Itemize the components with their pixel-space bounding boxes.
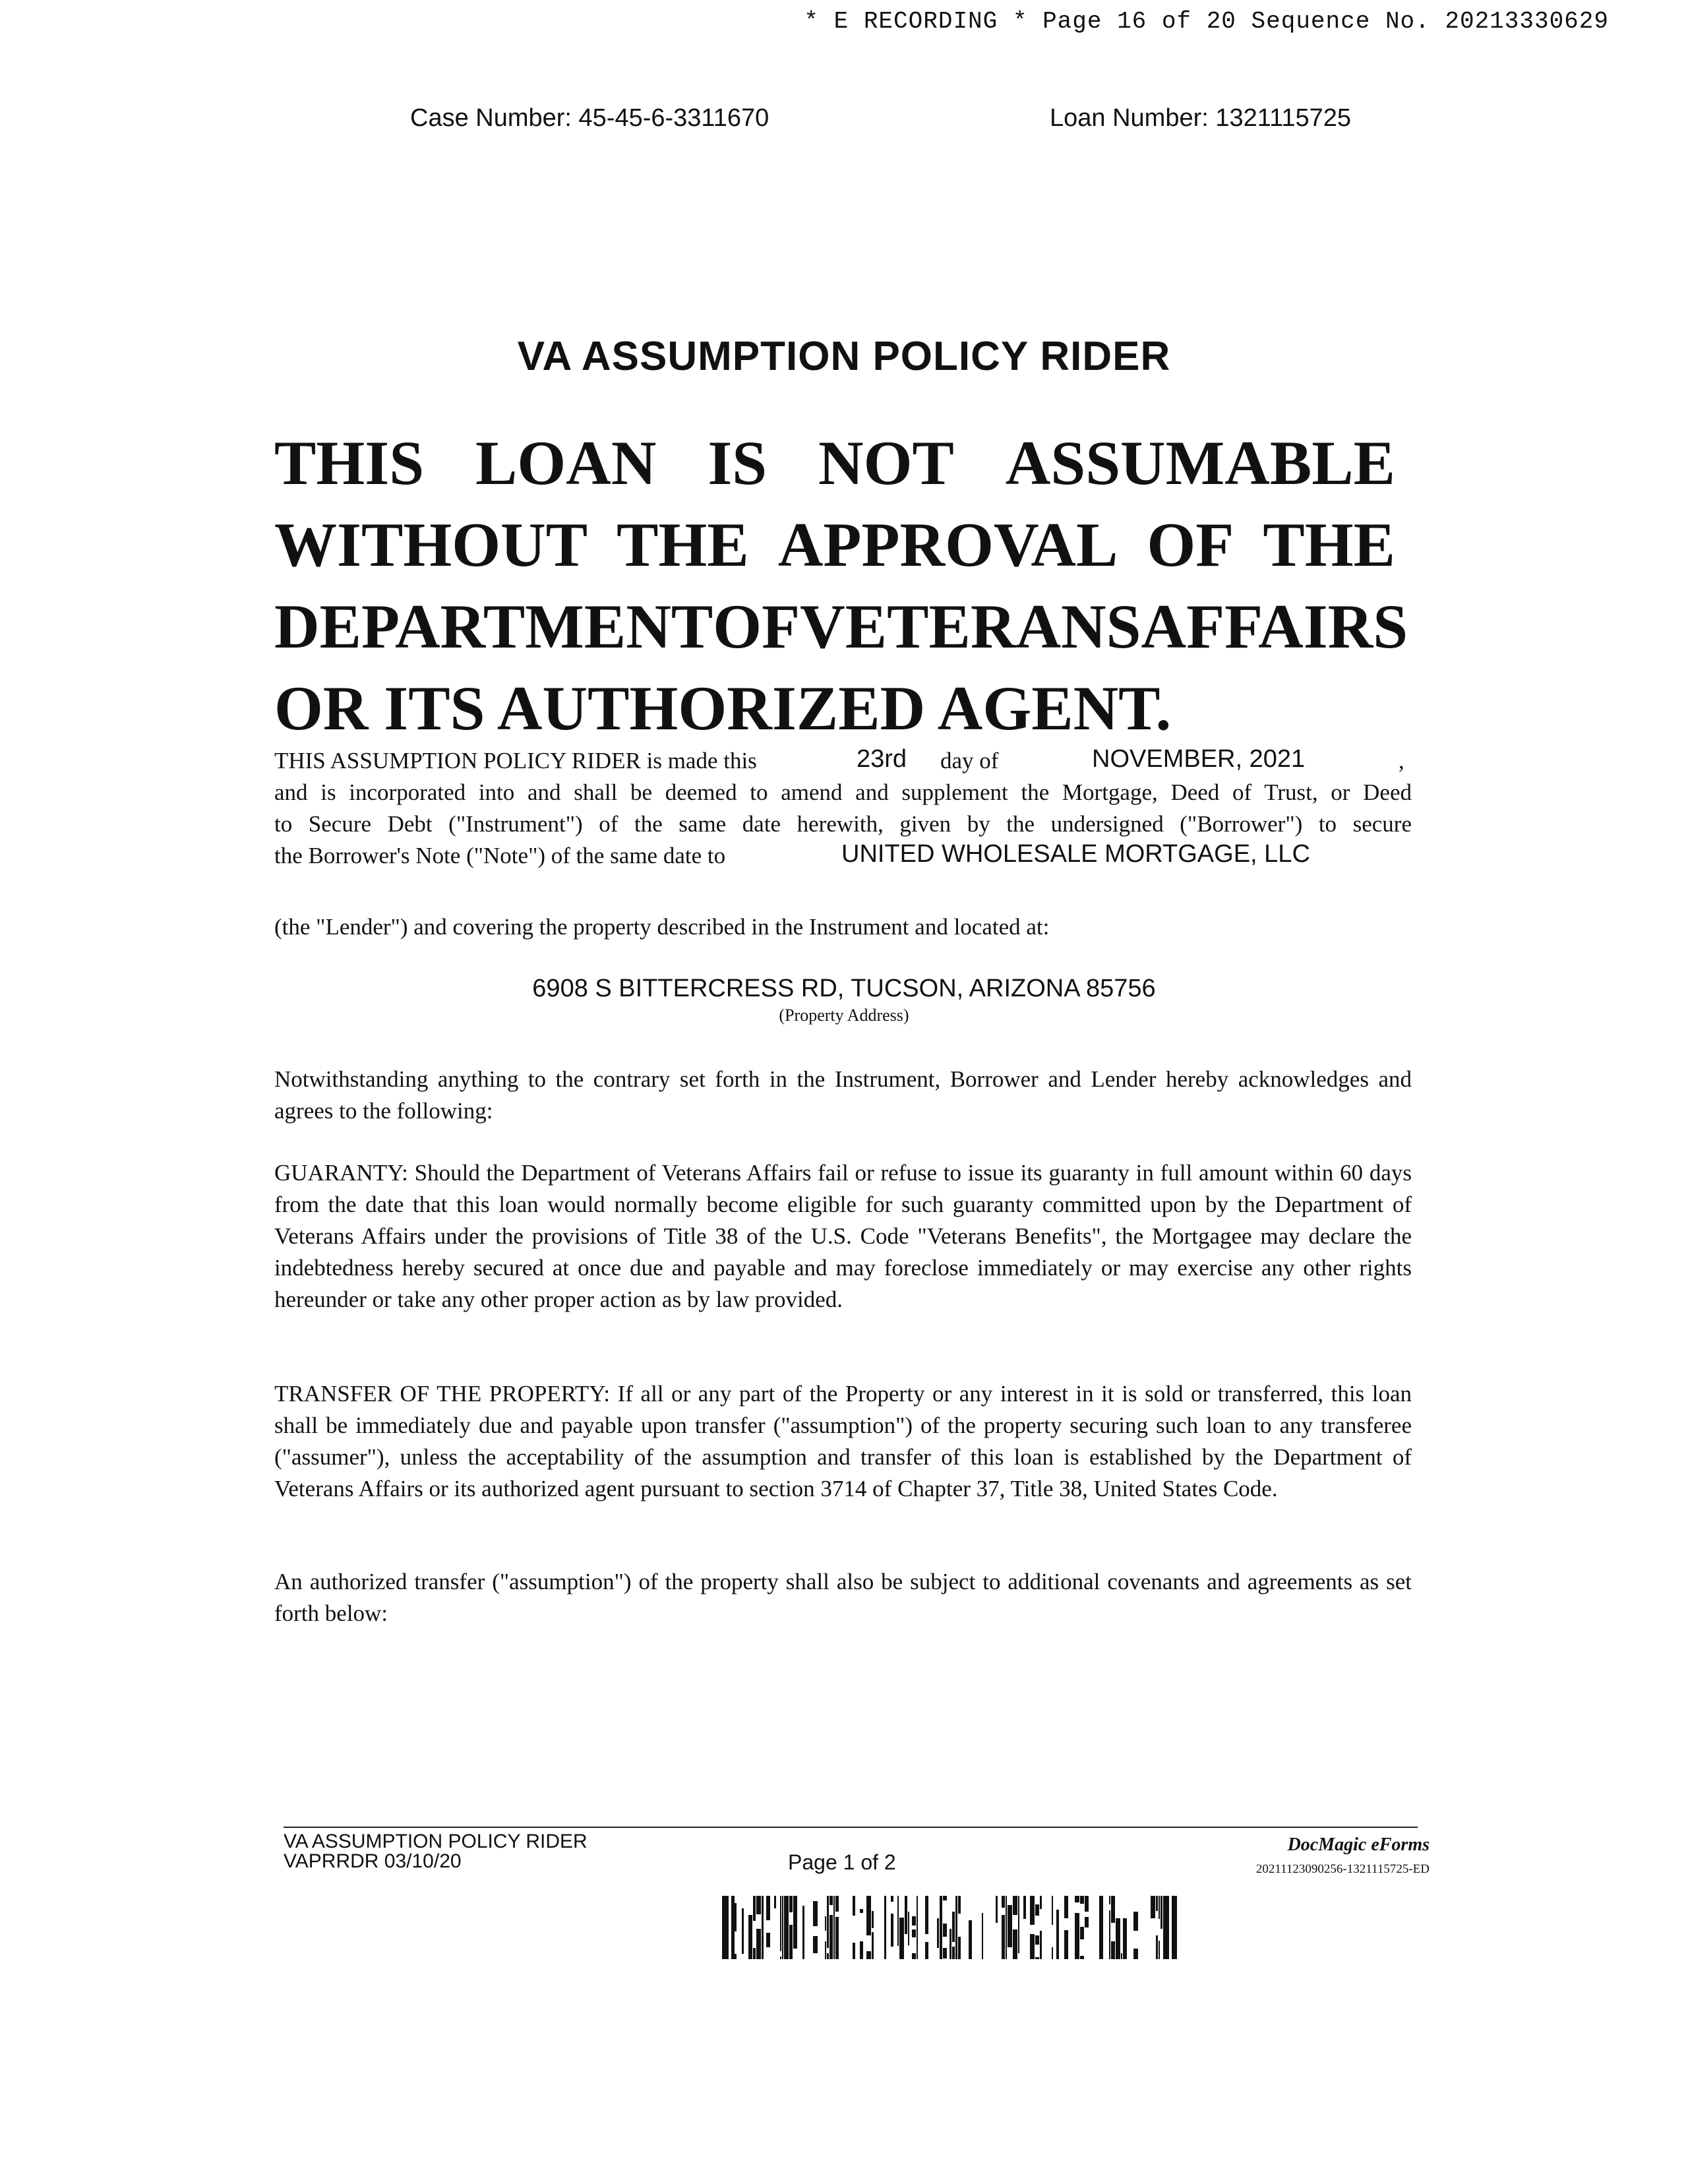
property-address: 6908 S BITTERCRESS RD, TUCSON, ARIZONA 85756: [532, 975, 1156, 1002]
rider-day: 23rd: [857, 745, 907, 773]
property-address-label: (Property Address): [779, 1006, 909, 1025]
lender-clause: (the "Lender") and covering the property described in the Instrument and located at:: [274, 914, 1050, 940]
warning-line: THIS LOAN IS NOT ASSUMABLE: [274, 428, 1395, 498]
document-id-code: 20211123090256-1321115725-ED: [1255, 1862, 1430, 1876]
transfer-paragraph: TRANSFER OF THE PROPERTY: If all or any part of the Property or any interest in it is sold or transferred, this loan shall be immediately due and payable upon transfer ("assumption") of the property securing such loan to any transferee ("assumer"), unless the acceptability of the assumption and transfer of this loan is established by the Department of Veterans Affairs or its authorized agent pursuant to section 3714 of Chapter 37, Title 38, United States Code.: [274, 1381, 1412, 1502]
guaranty-paragraph: GUARANTY: Should the Department of Veterans Affairs fail or refuse to issue its guaranty in full amount within 60 days from the date that this loan would normally become eligible for such guaranty committed upon by the Department of Veterans Affairs under the provisions of Title 38 of the U.S. Code "Veterans Benefits", the Mortgagee may declare the indebtedness hereby secured at once due and payable and may foreclose immediately or may exercise any other rights hereunder or take any other proper action as by law provided.: [274, 1160, 1412, 1312]
page-number: Page 1 of 2: [788, 1850, 896, 1874]
notwithstanding-paragraph: Notwithstanding anything to the contrary set forth in the Instrument, Borrower and Lender hereby acknowledges and agrees to the following:: [274, 1066, 1412, 1124]
authorized-transfer-paragraph: An authorized transfer ("assumption") of the property shall also be subject to additional covenants and agreements as set forth below:: [274, 1569, 1412, 1626]
assumption-warning: [274, 422, 1408, 749]
footer-divider: [284, 1827, 1418, 1828]
rider-month-year: NOVEMBER, 2021: [1092, 745, 1306, 773]
footer-form-name: VA ASSUMPTION POLICY RIDER: [284, 1831, 588, 1852]
loan-number: Loan Number: 1321115725: [1050, 104, 1352, 132]
footer-form-info: [284, 1832, 588, 1871]
intro-line: to Secure Debt ("Instrument") of the same date herewith, given by the undersigned ("Borrower") to secure: [274, 811, 1412, 837]
warning-line: WITHOUT THE APPROVAL OF THE: [274, 510, 1395, 580]
rider-intro: [274, 745, 1412, 872]
footer-form-code: VAPRRDR 03/10/20: [284, 1850, 462, 1872]
case-number: Case Number: 45-45-6-3311670: [410, 104, 769, 132]
lender-name: UNITED WHOLESALE MORTGAGE, LLC: [841, 840, 1310, 868]
intro-line: THIS ASSUMPTION POLICY RIDER is made this 23rd day of NOVEMBER, 2021 ,: [274, 745, 1412, 777]
warning-line: OR ITS AUTHORIZED AGENT.: [274, 673, 1172, 743]
intro-line: the Borrower's Note ("Note") of the same date to UNITED WHOLESALE MORTGAGE, LLC: [274, 840, 1412, 872]
document-title: VA ASSUMPTION POLICY RIDER: [517, 334, 1171, 379]
docmagic-logo: DocMagic eForms: [1287, 1835, 1430, 1855]
barcode: [722, 1896, 1177, 1959]
warning-line: DEPARTMENT OF VETERANS AFFAIRS: [274, 592, 1408, 661]
intro-line: and is incorporated into and shall be deemed to amend and supplement the Mortgage, Deed of Trust, or Deed: [274, 779, 1412, 805]
recording-header: * E RECORDING * Page 16 of 20 Sequence No. 20213330629: [804, 8, 1609, 35]
